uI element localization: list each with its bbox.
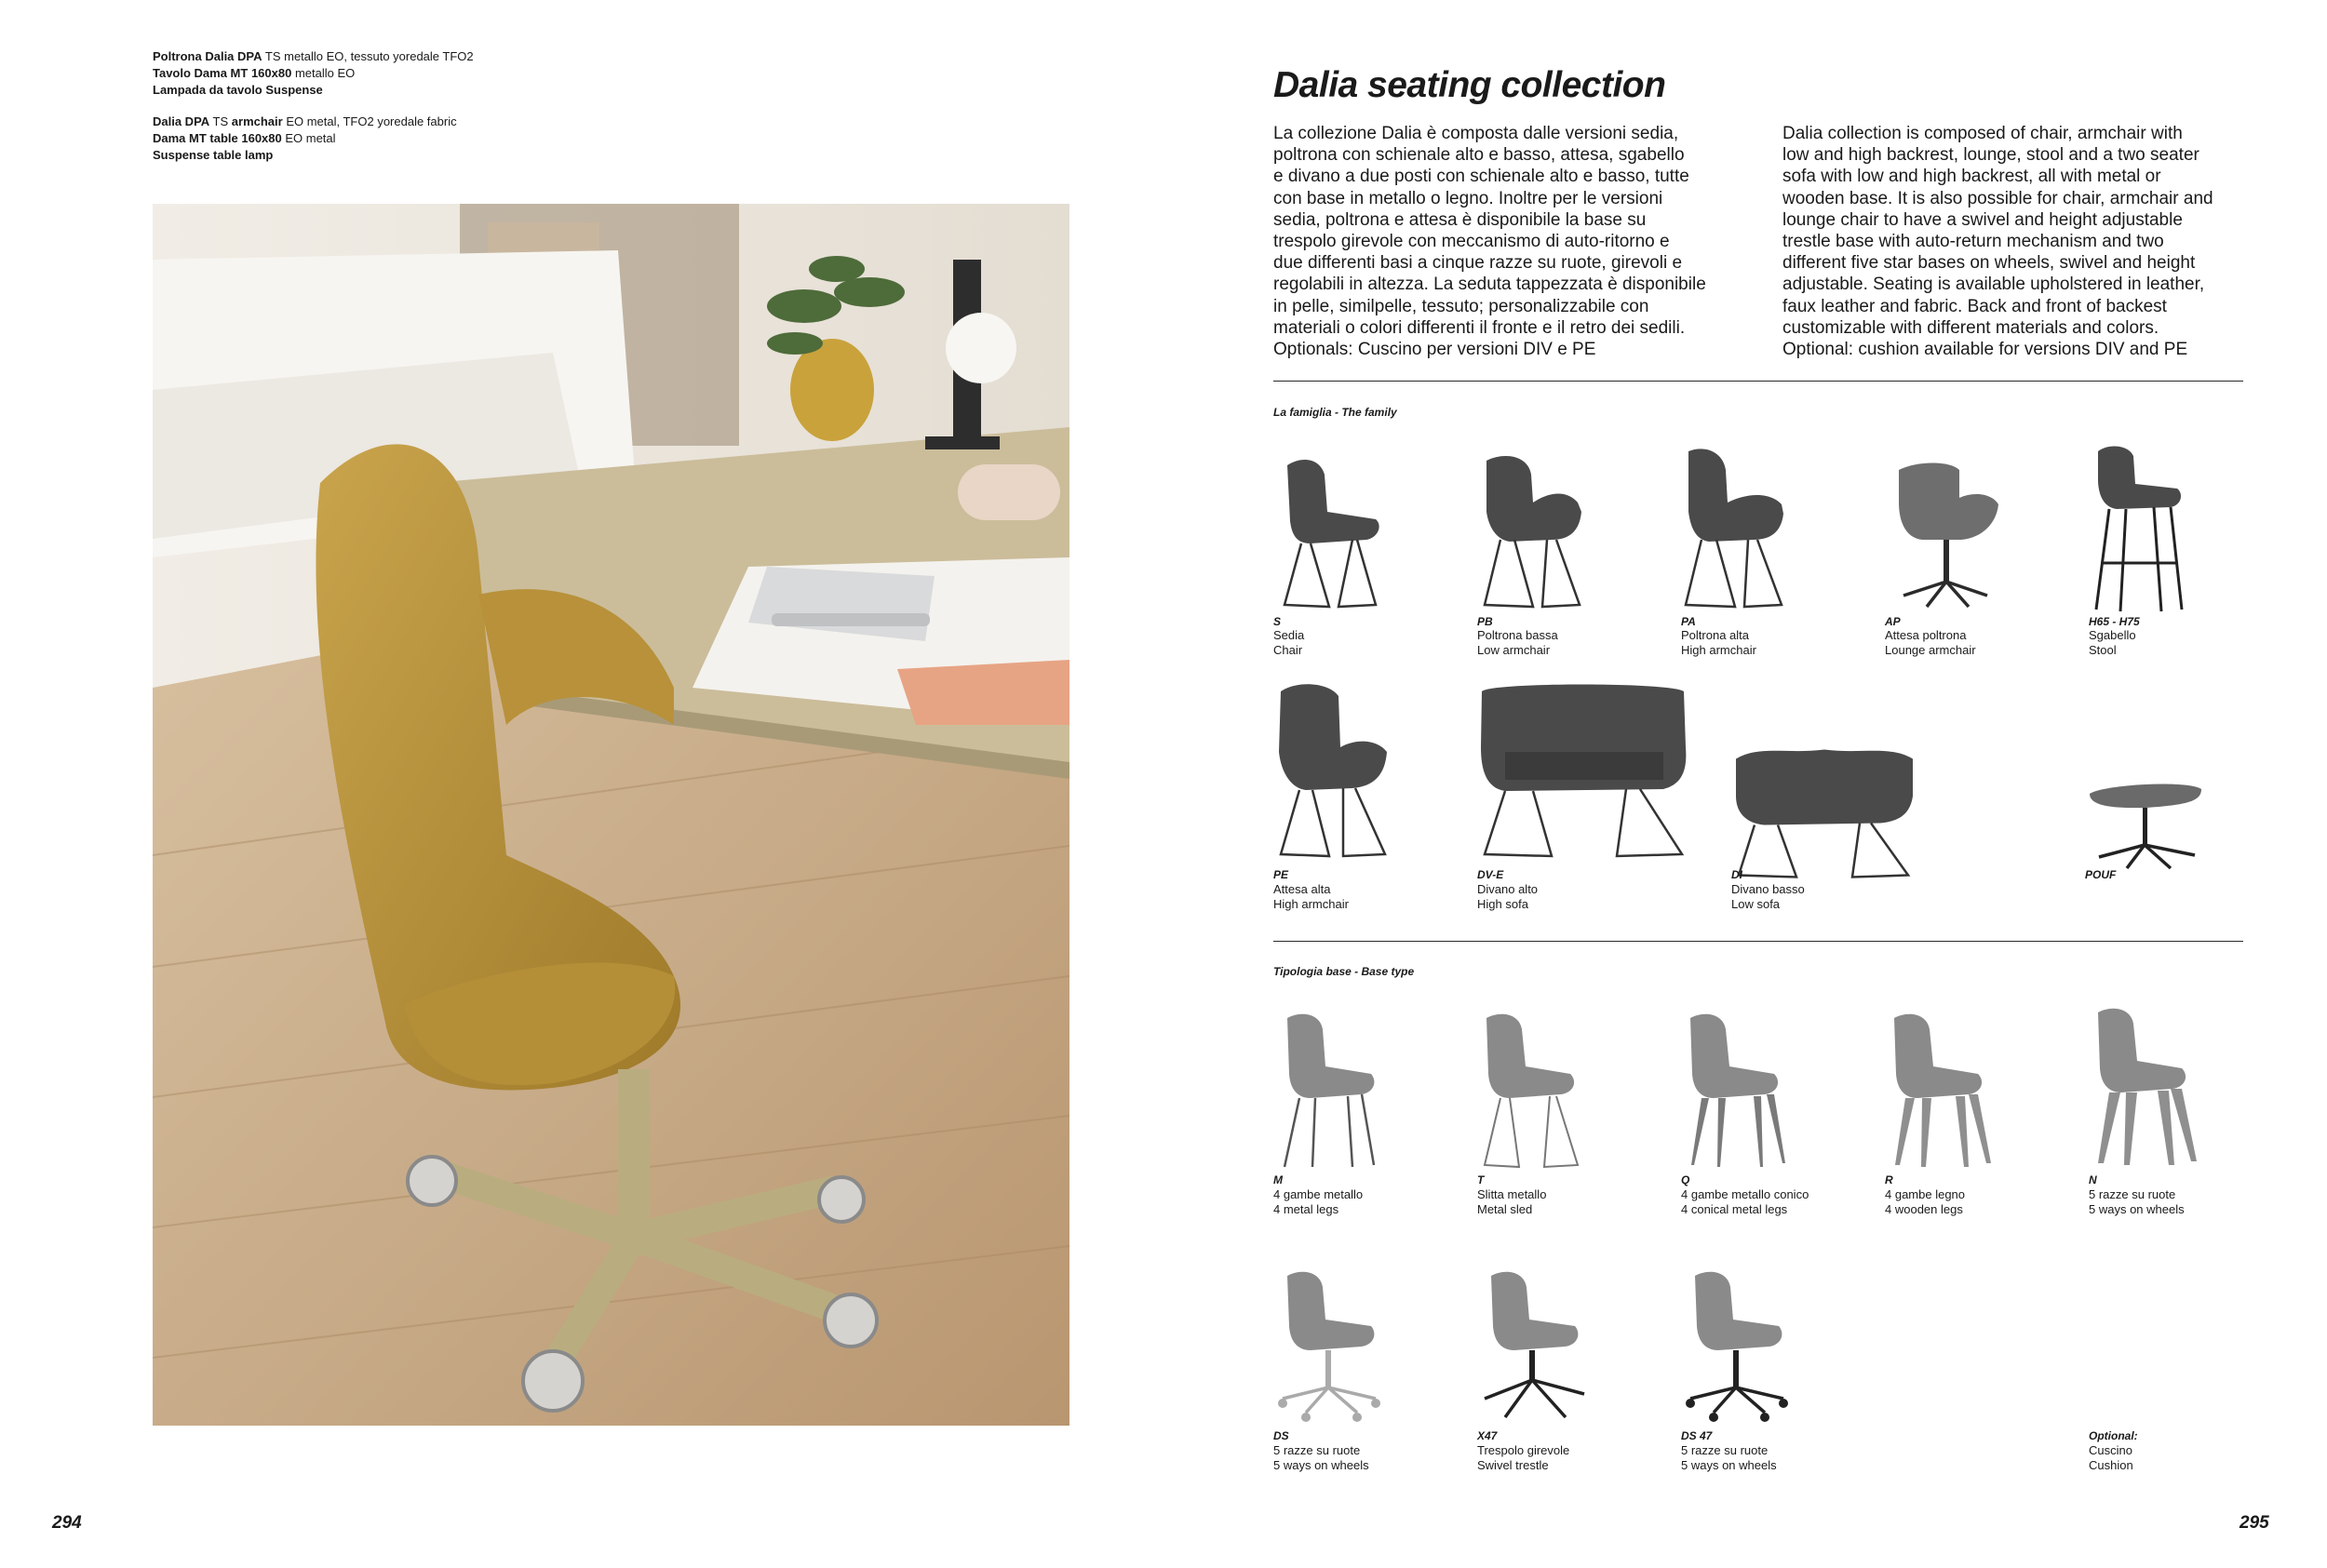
text-en-line: trestle base with auto-return mechanism and two: [1782, 232, 2164, 252]
text-it-line: e divano a due posti con schienale alto e basso, tutte: [1273, 167, 1689, 187]
optional-name-en: Cushion: [2089, 1458, 2133, 1472]
caption-it-line1-rest: TS metallo EO, tessuto yoredale TFO2: [262, 49, 474, 63]
text-en-line: wooden base. It is also possible for chair, armchair and: [1782, 188, 2213, 208]
family-code: DI: [1731, 868, 1742, 881]
family-name-it: Divano basso: [1731, 882, 1805, 896]
family-name-en: Stool: [2089, 643, 2117, 657]
caption-it-line2-bold: Tavolo Dama MT 160x80: [153, 66, 292, 80]
text-it-line: sedia, poltrona e attesa è disponibile la base su: [1273, 209, 1647, 230]
family-name-en: Chair: [1273, 643, 1303, 657]
text-it-line: trespolo girevole con meccanismo di auto-ritorno e: [1273, 232, 1670, 252]
base-name-it: 5 razze su ruote: [1273, 1443, 1361, 1457]
chair-pb-icon: [1477, 447, 1598, 623]
base-name-it: Trespolo girevole: [1477, 1443, 1570, 1457]
base-ds-chair-icon: [1273, 1268, 1394, 1422]
family-name-en: High armchair: [1681, 643, 1756, 657]
base-n-chair-icon: [2089, 1005, 2200, 1168]
family-name-it: Divano alto: [1477, 882, 1539, 896]
base-name-en: 5 ways on wheels: [2089, 1202, 2185, 1216]
optional-name-it: Cuscino: [2089, 1443, 2132, 1457]
family-code: AP: [1885, 615, 1901, 628]
text-it-line: La collezione Dalia è composta dalle versioni sedia,: [1273, 124, 1679, 143]
base-code: R: [1885, 1173, 1893, 1186]
family-label: La famiglia - The family: [1273, 406, 1397, 419]
text-it-line: in pelle, similpelle, tessuto; personalizzabile con: [1273, 296, 1649, 316]
photo-caption-en: [153, 114, 457, 164]
base-q: [1681, 1005, 1876, 1219]
family-code: H65 - H75: [2089, 615, 2140, 628]
caption-en-line1-bold: Dalia DPA: [153, 114, 210, 128]
base-type-label: Tipologia base - Base type: [1273, 965, 1415, 978]
base-x47: [1477, 1261, 1673, 1475]
text-en-line: Dalia collection is composed of chair, armchair with: [1782, 124, 2183, 143]
text-en-line: adjustable. Seating is available upholstered in leather,: [1782, 275, 2205, 295]
base-r: [1885, 1005, 2080, 1219]
optional-label: Optional:: [2089, 1429, 2138, 1442]
base-name-it: Slitta metallo: [1477, 1187, 1547, 1201]
base-t-chair-icon: [1477, 1009, 1589, 1172]
product-pouf: [2085, 682, 2280, 924]
base-q-chair-icon: [1681, 1009, 1793, 1172]
chair-s-icon: [1273, 447, 1394, 623]
product-pe: [1273, 682, 1469, 924]
product-pb: [1477, 437, 1673, 670]
family-code: S: [1273, 615, 1282, 628]
family-name-en: Lounge armchair: [1885, 643, 1976, 657]
caption-en-line1-mid: TS: [209, 114, 232, 128]
text-en-line: low and high backrest, lounge, stool and a two seater: [1782, 145, 2199, 166]
text-en-line: customizable with different materials and colors.: [1782, 317, 2159, 338]
family-code: DV-E: [1477, 868, 1504, 881]
family-name-en: Low armchair: [1477, 643, 1551, 657]
family-name-en: Low sofa: [1731, 897, 1781, 911]
base-name-en: 5 ways on wheels: [1681, 1458, 1777, 1472]
base-code: DS: [1273, 1429, 1289, 1442]
description-it: [1273, 123, 1739, 360]
family-code: PA: [1681, 615, 1696, 628]
base-name-en: Metal sled: [1477, 1202, 1533, 1216]
base-code: DS 47: [1681, 1429, 1713, 1442]
family-code: POUF: [2085, 868, 2117, 881]
product-stool: [2089, 437, 2284, 670]
base-n: [2089, 1005, 2284, 1219]
text-it-line: due differenti basi a cinque razze su ruote, girevoli e: [1273, 253, 1683, 274]
base-name-en: Swivel trestle: [1477, 1458, 1549, 1472]
family-name-it: Attesa alta: [1273, 882, 1331, 896]
base-r-chair-icon: [1885, 1009, 1997, 1172]
text-it-line: poltrona con schienale alto e basso, attesa, sgabello: [1273, 145, 1685, 166]
family-name-en: High armchair: [1273, 897, 1349, 911]
family-name-it: Poltrona alta: [1681, 628, 1749, 642]
product-di: [1731, 682, 1945, 924]
base-ds: [1273, 1261, 1469, 1475]
family-name-it: Sgabello: [2089, 628, 2136, 642]
family-name-it: Attesa poltrona: [1885, 628, 1967, 642]
base-ds47: [1681, 1261, 1876, 1475]
caption-en-line3: Suspense table lamp: [153, 148, 274, 162]
description-en: [1782, 123, 2248, 360]
text-it-line: regolabili in altezza. La seduta tappezzata è disponibile: [1273, 275, 1706, 295]
family-name-it: Sedia: [1273, 628, 1305, 642]
page-number-left: 294: [52, 1513, 82, 1533]
chair-pe-icon: [1273, 682, 1404, 864]
divider-top: [1273, 381, 2243, 382]
page-number-right: 295: [2240, 1513, 2269, 1533]
base-name-it: 4 gambe legno: [1885, 1187, 1966, 1201]
text-en-line: faux leather and fabric. Back and front of backest: [1782, 296, 2167, 316]
page-title: Dalia seating collection: [1273, 65, 1666, 105]
caption-it-line1-bold: Poltrona Dalia DPA: [153, 49, 262, 63]
divider-bottom: [1273, 941, 2243, 942]
base-x47-chair-icon: [1477, 1268, 1598, 1422]
base-code: Q: [1681, 1173, 1690, 1186]
caption-en-line2-bold: Dama MT table 160x80: [153, 131, 282, 145]
base-m-chair-icon: [1273, 1009, 1385, 1172]
product-ap: [1885, 437, 2080, 670]
base-name-it: 5 razze su ruote: [2089, 1187, 2176, 1201]
product-photo: [153, 204, 1069, 1426]
text-en-line: different five star bases on wheels, swivel and height: [1782, 253, 2196, 274]
product-s: [1273, 437, 1469, 670]
family-name-en: High sofa: [1477, 897, 1528, 911]
base-name-it: 5 razze su ruote: [1681, 1443, 1769, 1457]
caption-en-line1-bold2: armchair: [231, 114, 283, 128]
base-name-en: 4 wooden legs: [1885, 1202, 1963, 1216]
base-name-en: 5 ways on wheels: [1273, 1458, 1369, 1472]
base-name-en: 4 metal legs: [1273, 1202, 1339, 1216]
chair-ap-icon: [1885, 447, 2015, 623]
sofa-low-icon: [1731, 724, 1917, 905]
photo-caption-it: [153, 48, 474, 99]
text-en-line: sofa with low and high backrest, all with metal or: [1782, 167, 2161, 187]
caption-it-line3: Lampada da tavolo Suspense: [153, 83, 323, 97]
caption-en-line2-rest: EO metal: [281, 131, 336, 145]
base-t: [1477, 1005, 1673, 1219]
optional-cushion: [2089, 1261, 2284, 1475]
family-code: PE: [1273, 868, 1289, 881]
text-it-line: materiali o colori differenti il fronte e il retro dei sedili.: [1273, 317, 1686, 338]
text-it-line: con base in metallo o legno. Inoltre per le versioni: [1273, 188, 1663, 208]
base-name-it: 4 gambe metallo conico: [1681, 1187, 1809, 1201]
stool-icon: [2089, 442, 2191, 619]
base-code: T: [1477, 1173, 1485, 1186]
product-pa: [1681, 437, 1876, 670]
base-name-en: 4 conical metal legs: [1681, 1202, 1788, 1216]
text-en-line: lounge chair to have a swivel and height adjustable: [1782, 209, 2183, 230]
base-m: [1273, 1005, 1469, 1219]
base-code: X47: [1477, 1429, 1498, 1442]
caption-it-line2-rest: metallo EO: [291, 66, 356, 80]
sofa-high-icon: [1477, 682, 1691, 864]
text-it-line: Optionals: Cuscino per versioni DIV e PE: [1273, 340, 1596, 360]
chair-pa-icon: [1681, 447, 1802, 623]
caption-en-line1-rest: EO metal, TFO2 yoredale fabric: [282, 114, 457, 128]
base-code: M: [1273, 1173, 1283, 1186]
base-ds47-chair-icon: [1681, 1268, 1802, 1422]
base-name-it: 4 gambe metallo: [1273, 1187, 1364, 1201]
base-code: N: [2089, 1173, 2097, 1186]
text-en-line: Optional: cushion available for versions DIV and PE: [1782, 340, 2188, 360]
family-code: PB: [1477, 615, 1493, 628]
product-dv-e: [1477, 682, 1719, 924]
family-name-it: Poltrona bassa: [1477, 628, 1558, 642]
